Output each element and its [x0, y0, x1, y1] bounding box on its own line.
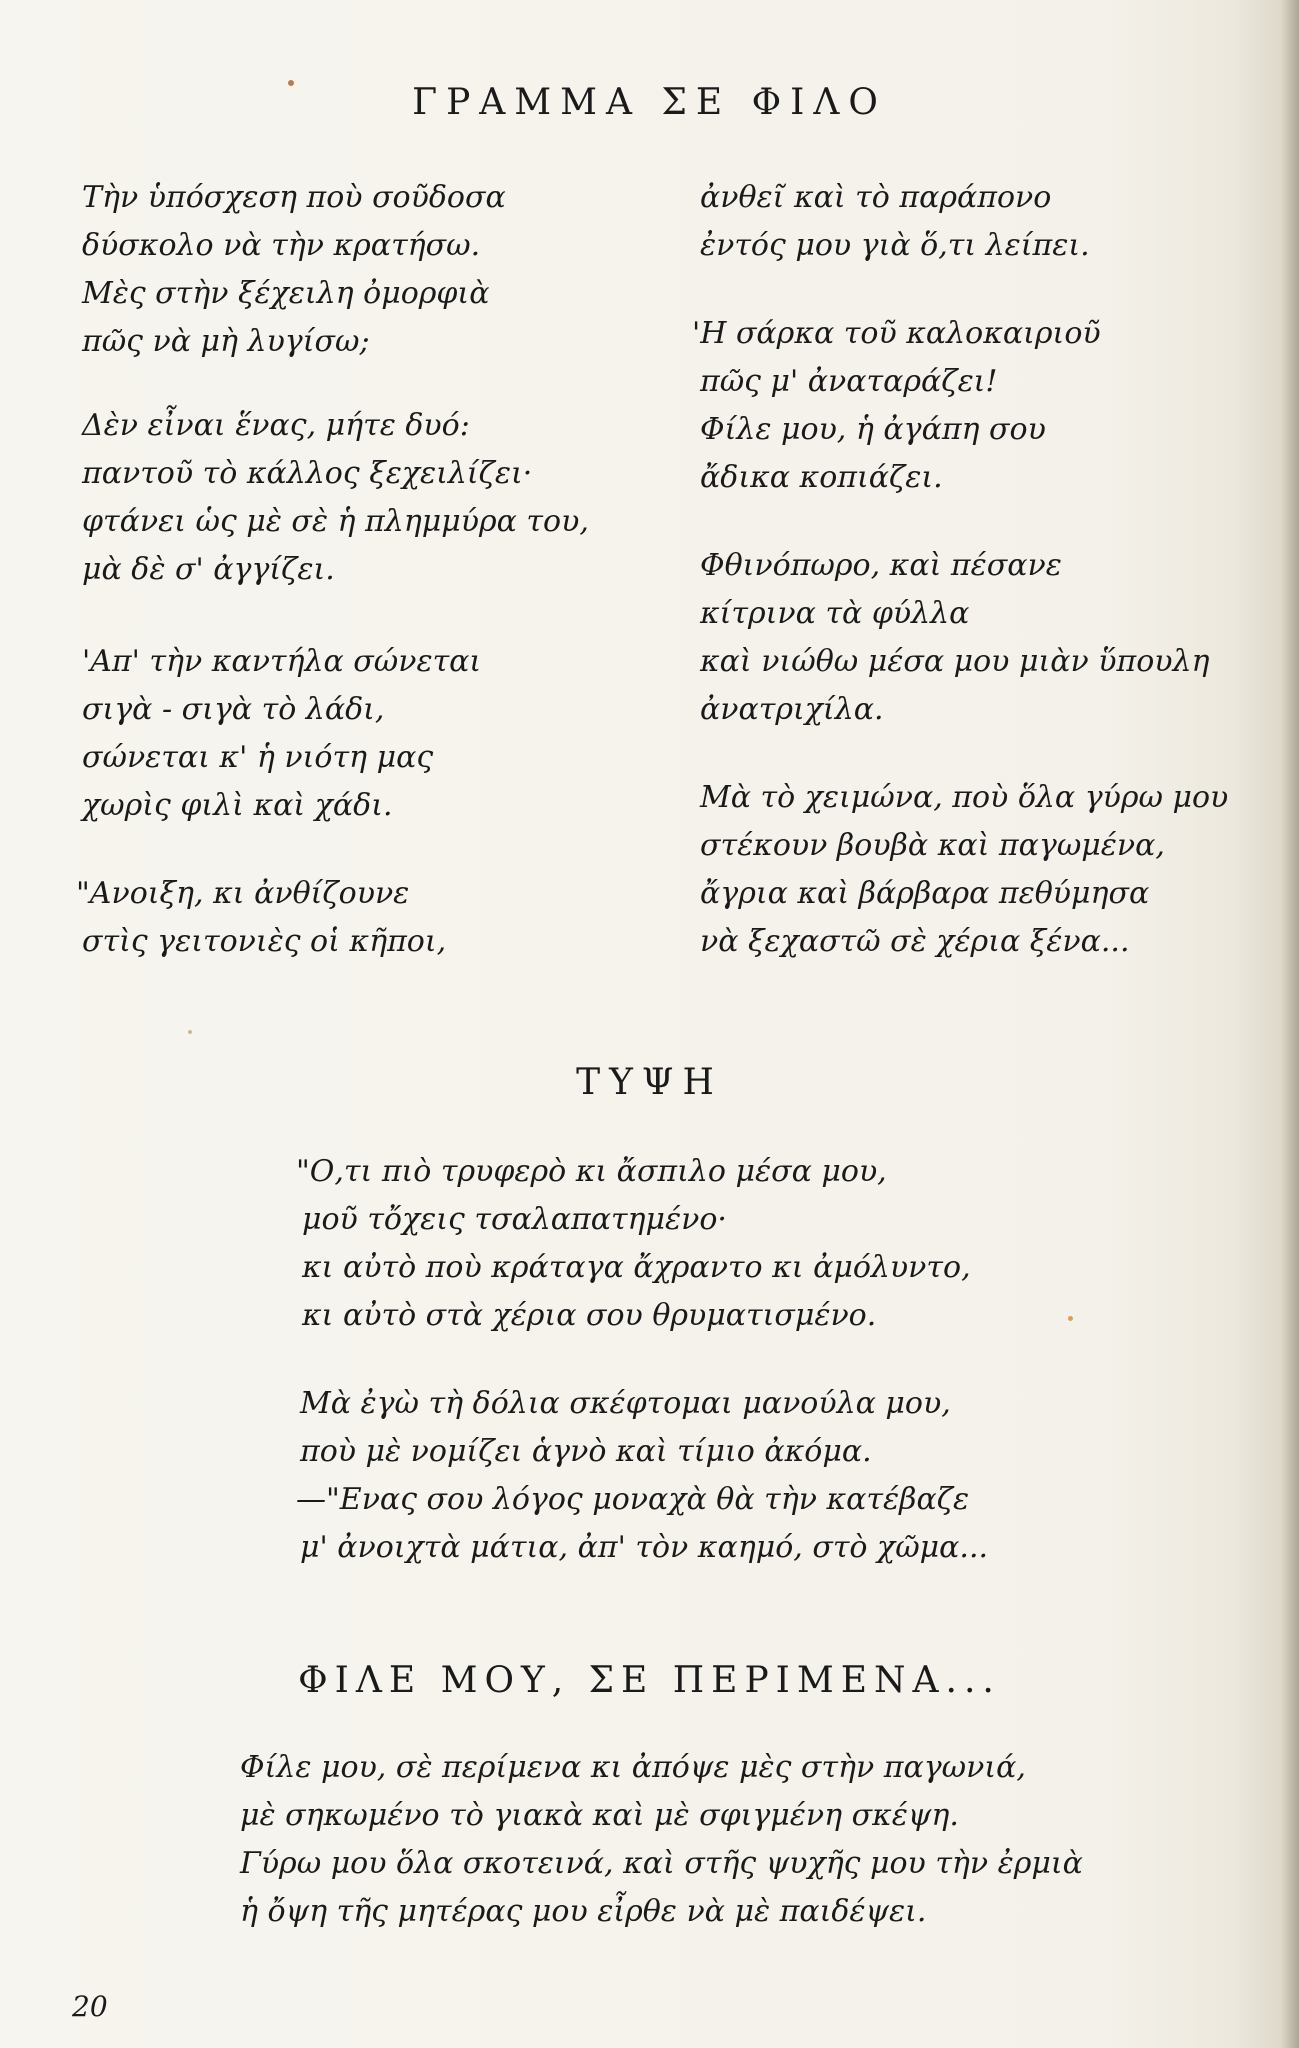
verse-line: μ' ἀνοιχτὰ μάτια, ἀπ' τὸν καημό, στὸ χῶμα... [300, 1530, 989, 1565]
verse-line: ἄγρια καὶ βάρβαρα πεθύμησα [700, 876, 1150, 911]
stanza [76, 870, 446, 966]
stanza [82, 174, 506, 366]
verse-line: σιγὰ - σιγὰ τὸ λάδι, [82, 692, 385, 727]
stanza [82, 638, 481, 830]
page-number: 20 [72, 1990, 108, 2023]
verse-line: φτάνει ὡς μὲ σὲ ἡ πλημμύρα του, [82, 504, 589, 539]
page-edge-shadow [1281, 0, 1299, 2048]
verse-line: Μὰ ἐγὼ τὴ δόλια σκέφτομαι μανούλα μου, [300, 1386, 951, 1421]
poem-title-typsi: ΤΥΨΗ [576, 1062, 723, 1103]
verse-line: Δὲν εἶναι ἕνας, μήτε δυό: [82, 408, 470, 443]
verse-line: κι αὐτὸ ποὺ κράταγα ἄχραντο κι ἀμόλυντο, [302, 1250, 971, 1285]
ink-speck [288, 80, 294, 86]
verse-line: ἀνατριχίλα. [700, 692, 884, 727]
verse-line: μοῦ τὄχεις τσαλαπατημένο· [302, 1202, 727, 1237]
verse-line: Γύρω μου ὅλα σκοτεινά, καὶ στῆς ψυχῆς μου τὴν ἐρμιὰ [240, 1846, 1083, 1881]
poem-title-file-mou-se-perimena: ΦΙΛΕ ΜΟΥ, ΣΕ ΠΕΡΙΜΕΝΑ... [298, 1660, 1001, 1701]
stanza [700, 774, 1228, 966]
verse-line: Μὰ τὸ χειμώνα, ποὺ ὅλα γύρω μου [700, 780, 1229, 815]
verse-line: κι αὐτὸ στὰ χέρια σου θρυματισμένο. [302, 1298, 877, 1333]
verse-line: "Ο,τι πιὸ τρυφερὸ κι ἄσπιλο μέσα μου, [296, 1154, 887, 1189]
verse-line: Φθινόπωρο, καὶ πέσανε [700, 548, 1062, 583]
stanza [240, 1744, 1083, 1936]
verse-line: χωρὶς φιλὶ καὶ χάδι. [82, 788, 393, 823]
stanza [692, 310, 1101, 502]
verse-line: σώνεται κ' ἡ νιότη μας [82, 740, 434, 775]
verse-line: ποὺ μὲ νομίζει ἁγνὸ καὶ τίμιο ἀκόμα. [300, 1434, 872, 1469]
verse-line: μὲ σηκωμένο τὸ γιακὰ καὶ μὲ σφιγμένη σκέψη. [240, 1798, 959, 1833]
verse-line: ἀνθεῖ καὶ τὸ παράπονο [700, 180, 1052, 215]
verse-line: ἐντός μου γιὰ ὅ,τι λείπει. [700, 228, 1090, 263]
verse-line: Μὲς στὴν ξέχειλη ὀμορφιὰ [82, 276, 490, 311]
stanza [700, 174, 1090, 270]
verse-line: νὰ ξεχαστῶ σὲ χέρια ξένα... [700, 924, 1130, 959]
verse-line: πῶς μ' ἀναταράζει! [700, 364, 998, 399]
ink-speck [1068, 1316, 1073, 1321]
verse-line: ἡ ὄψη τῆς μητέρας μου εἶρθε νὰ μὲ παιδέψει. [240, 1894, 927, 1929]
verse-line: πῶς νὰ μὴ λυγίσω; [82, 324, 370, 359]
verse-line: —"Ενας σου λόγος μοναχὰ θὰ τὴν κατέβαζε [296, 1482, 970, 1517]
ink-speck [188, 1030, 192, 1034]
verse-line: παντοῦ τὸ κάλλος ξεχειλίζει· [82, 456, 533, 491]
verse-line: 'Η σάρκα τοῦ καλοκαιριοῦ [692, 316, 1101, 351]
verse-line: Φίλε μου, σὲ περίμενα κι ἀπόψε μὲς στὴν παγωνιά, [240, 1750, 1026, 1785]
verse-line: 'Απ' τὴν καντήλα σώνεται [82, 644, 482, 679]
verse-line: ἄδικα κοπιάζει. [700, 460, 943, 495]
verse-line: δύσκολο νὰ τὴν κρατήσω. [82, 228, 481, 263]
verse-line: κίτρινα τὰ φύλλα [700, 596, 970, 631]
verse-line: στέκουν βουβὰ καὶ παγωμένα, [700, 828, 1165, 863]
verse-line: Φίλε μου, ἡ ἀγάπη σου [700, 412, 1046, 447]
verse-line: στὶς γειτονιὲς οἱ κῆποι, [82, 924, 447, 959]
stanza [700, 542, 1210, 734]
verse-line: Τὴν ὑπόσχεση ποὺ σοῦδοσα [82, 180, 506, 215]
stanza [296, 1380, 989, 1572]
stanza [82, 402, 589, 594]
stanza [296, 1148, 971, 1340]
verse-line: μὰ δὲ σ' ἀγγίζει. [82, 552, 335, 587]
verse-line: "Ανοιξη, κι ἀνθίζουνε [76, 876, 410, 911]
poem-title-gramma-se-filo: ΓΡΑΜΜΑ ΣΕ ΦΙΛΟ [412, 82, 887, 123]
verse-line: καὶ νιώθω μέσα μου μιὰν ὕπουλη [700, 644, 1210, 679]
